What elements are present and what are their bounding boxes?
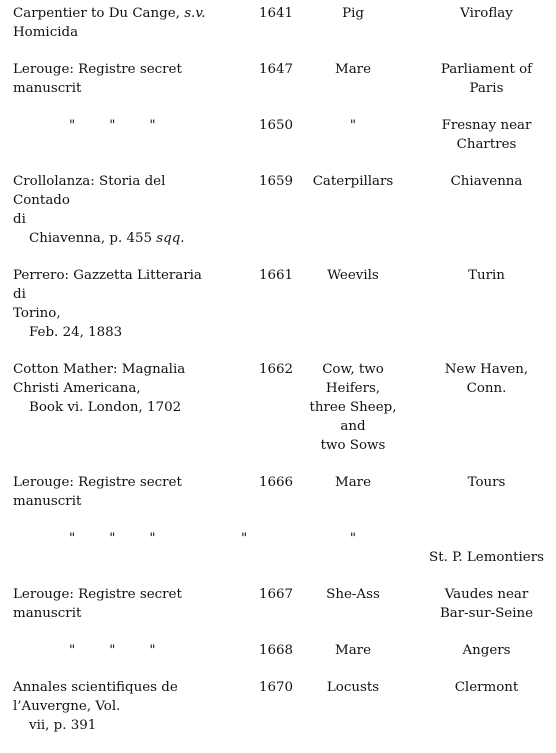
prosecutions-table [13, 4, 552, 753]
table-row [13, 641, 552, 678]
year-cell: 1641 [259, 6, 294, 21]
animal-cell: Mare [334, 643, 372, 658]
source-cell: Lerouge: Registre secret manuscrit [13, 475, 182, 509]
animal-cell: Caterpillars [312, 174, 394, 189]
place-cell: Vaudes near Bar-sur-Seine [439, 587, 534, 621]
source-cell [13, 529, 225, 585]
table-row [13, 4, 552, 60]
place-cell: Tours [467, 475, 506, 490]
ditto-marks: " " " [69, 531, 156, 546]
place-cell: Parliament of Paris [440, 62, 533, 96]
table-row [13, 60, 552, 116]
ditto-marks: " " " [69, 118, 156, 133]
table-row [13, 360, 552, 473]
place-cell: Clermont [454, 680, 519, 695]
year-cell: 1650 [259, 118, 294, 133]
table-row [13, 266, 552, 360]
year-cell [225, 529, 285, 585]
ditto-mark: " [241, 531, 248, 546]
animal-cell: She-Ass [326, 587, 380, 602]
animal-cell: Locusts [326, 680, 380, 695]
animal-cell [285, 529, 421, 585]
ditto-mark: " [349, 531, 357, 546]
year-cell: 1666 [259, 475, 294, 490]
animal-cell: Cow, two Heifers, three Sheep, and two Sows [309, 362, 397, 453]
place-cell: St. P. Lemontiers [429, 550, 544, 565]
source-cell: Lerouge: Registre secret manuscrit [13, 62, 182, 96]
source-cell: Perrero: Gazzetta Litteraria di Torino, Feb. 24, 1883 [13, 268, 202, 340]
animal-cell: Mare [334, 62, 372, 77]
year-cell: 1670 [259, 680, 294, 695]
table-row [13, 473, 552, 529]
place-cell: Chiavenna [450, 174, 523, 189]
year-cell: 1647 [259, 62, 294, 77]
source-cell: Carpentier to Du Cange, s.v. Homicida [13, 6, 206, 40]
source-cell: Cotton Mather: Magnalia Christi Americana, Book vi. London, 1702 [13, 362, 186, 415]
table-row [13, 529, 552, 585]
place-cell: New Haven, Conn. [444, 362, 529, 396]
ditto-mark: " [349, 118, 357, 133]
year-cell: 1667 [259, 587, 294, 602]
source-cell: Annales scientifiques de l’Auvergne, Vol. vii, p. 391 [13, 680, 178, 733]
source-cell [13, 641, 225, 678]
place-cell: Angers [462, 643, 511, 658]
animal-cell: Mare [334, 475, 372, 490]
place-cell: Fresnay near Chartres [441, 118, 532, 152]
animal-cell: Pig [342, 6, 364, 21]
ditto-marks: " " " [69, 643, 156, 658]
table-row [13, 116, 552, 172]
place-cell: Turin [468, 268, 505, 283]
year-cell: 1661 [259, 268, 294, 283]
source-cell: Lerouge: Registre secret manuscrit [13, 587, 182, 621]
table-row [13, 172, 552, 266]
table-row [13, 585, 552, 641]
year-cell: 1668 [259, 643, 294, 658]
animal-cell: Weevils [327, 268, 379, 283]
table-row [13, 678, 552, 753]
year-cell: 1659 [259, 174, 294, 189]
year-cell: 1662 [259, 362, 294, 377]
source-cell: Crollolanza: Storia del Contado di Chiavenna, p. 455 sqq. [13, 174, 185, 246]
source-cell [13, 116, 225, 172]
animal-cell [285, 116, 421, 172]
place-cell: Viroflay [460, 6, 513, 21]
